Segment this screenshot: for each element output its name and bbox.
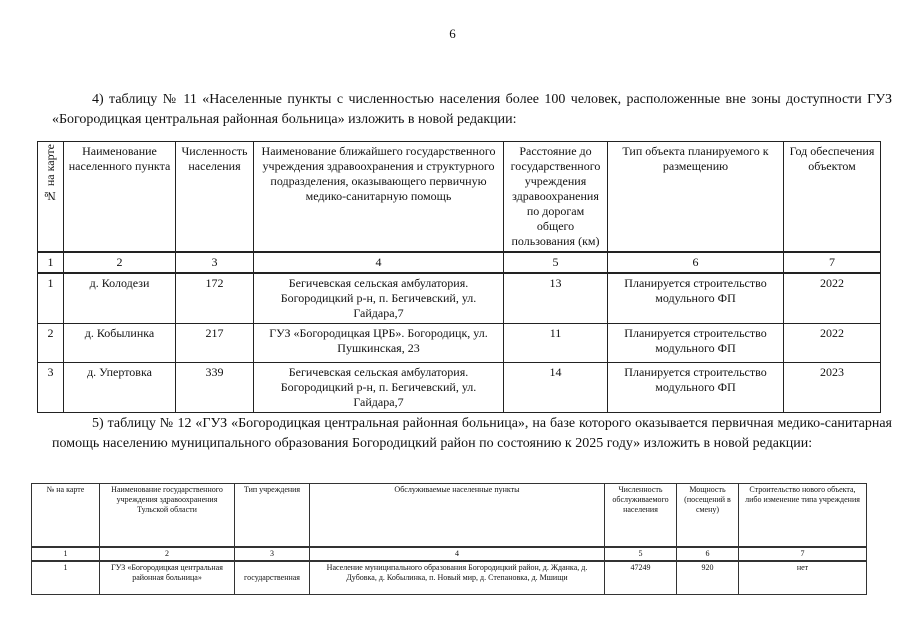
table-cell: 1 — [38, 273, 64, 324]
column-number: 7 — [784, 252, 881, 273]
table-cell: д. Кобылинка — [64, 324, 176, 363]
paragraph-table-11-intro — [52, 90, 892, 130]
page-number: 6 — [449, 26, 456, 41]
table-cell: д. Упертовка — [64, 363, 176, 413]
table-cell: 172 — [176, 273, 254, 324]
table-cell: 11 — [504, 324, 608, 363]
column-number: 3 — [235, 547, 310, 561]
table-cell: Планируется строительство модульного ФП — [608, 363, 784, 413]
column-number: 6 — [608, 252, 784, 273]
table-cell: 2023 — [784, 363, 881, 413]
table-cell: 1 — [32, 561, 100, 595]
column-number-row — [32, 547, 867, 561]
table-row — [38, 273, 881, 324]
table-cell: 217 — [176, 324, 254, 363]
paragraph-text: 5) таблицу № 12 «ГУЗ «Богородицкая центральная районная больница», на базе которого оказывается первичная медико-санитарная помощь населению муниципального образования Богородицкий район по состоянию к 2025 году» изложить в новой редакции: — [52, 416, 892, 451]
column-number-row — [38, 252, 881, 273]
column-number: 4 — [310, 547, 605, 561]
table-cell: 14 — [504, 363, 608, 413]
column-header: Тип объекта планируемого к размещению — [608, 142, 784, 253]
column-header: Наименование населенного пункта — [64, 142, 176, 253]
table-cell: 920 — [677, 561, 739, 595]
column-header: Обслуживаемые населенные пункты — [310, 484, 605, 548]
table-header-row — [32, 484, 867, 548]
column-header: № на карте — [32, 484, 100, 548]
table-header-row — [38, 142, 881, 253]
column-header: Численность населения — [176, 142, 254, 253]
table-cell: 47249 — [605, 561, 677, 595]
column-number: 4 — [254, 252, 504, 273]
table-cell: Бегичевская сельская амбулатория. Богородицкий р-н, п. Бегичевский, ул. Гайдара,7 — [254, 273, 504, 324]
column-number: 1 — [32, 547, 100, 561]
column-header: Наименование государственного учреждения здравоохранения Тульской области — [100, 484, 235, 548]
table-cell: государственная — [235, 561, 310, 595]
column-number: 3 — [176, 252, 254, 273]
column-header: Год обеспечения объектом — [784, 142, 881, 253]
table-cell: 339 — [176, 363, 254, 413]
column-number: 2 — [64, 252, 176, 273]
column-header: Расстояние до государственного учреждения здравоохранения по дорогам общего пользования (км) — [504, 142, 608, 253]
column-number: 5 — [605, 547, 677, 561]
column-header: Наименование ближайшего государственного учреждения здравоохранения и структурного подразделения, оказывающего первичную медико-санитарную помощь — [254, 142, 504, 253]
table-cell: д. Колодези — [64, 273, 176, 324]
column-header: Тип учреждения — [235, 484, 310, 548]
table-cell: 2022 — [784, 273, 881, 324]
column-number: 2 — [100, 547, 235, 561]
table-12 — [31, 483, 867, 595]
column-number: 6 — [677, 547, 739, 561]
table-cell: 2 — [38, 324, 64, 363]
column-header: Строительство нового объекта, либо изменение типа учреждения — [739, 484, 867, 548]
column-header: Мощность (посещений в смену) — [677, 484, 739, 548]
column-header: Численность обслуживаемого населения — [605, 484, 677, 548]
column-number: 1 — [38, 252, 64, 273]
table-cell: нет — [739, 561, 867, 595]
table-cell: 13 — [504, 273, 608, 324]
paragraph-text: 4) таблицу № 11 «Населенные пункты с численностью населения более 100 человек, расположенные вне зоны доступности ГУЗ «Богородицкая центральная районная больница» изложить в новой редакции: — [52, 92, 892, 127]
table-cell: Население муниципального образования Богородицкий район, д. Жданка, д. Дубовка, д. Кобылинка, п. Новый мир, д. Степановка, д. Мшищи — [310, 561, 605, 595]
table-cell: ГУЗ «Богородицкая ЦРБ». Богородицк, ул. Пушкинская, 23 — [254, 324, 504, 363]
column-header: № на карте — [38, 142, 64, 253]
table-cell: Бегичевская сельская амбулатория. Богородицкий р-н, п. Бегичевский, ул. Гайдара,7 — [254, 363, 504, 413]
table-cell: 3 — [38, 363, 64, 413]
table-11 — [37, 141, 881, 413]
column-number: 7 — [739, 547, 867, 561]
table-cell: 2022 — [784, 324, 881, 363]
table-cell: Планируется строительство модульного ФП — [608, 273, 784, 324]
table-cell: ГУЗ «Богородицкая центральная районная больница» — [100, 561, 235, 595]
table-row — [32, 561, 867, 595]
table-cell: Планируется строительство модульного ФП — [608, 324, 784, 363]
table-row — [38, 324, 881, 363]
column-number: 5 — [504, 252, 608, 273]
table-row — [38, 363, 881, 413]
paragraph-table-12-intro — [52, 414, 892, 454]
